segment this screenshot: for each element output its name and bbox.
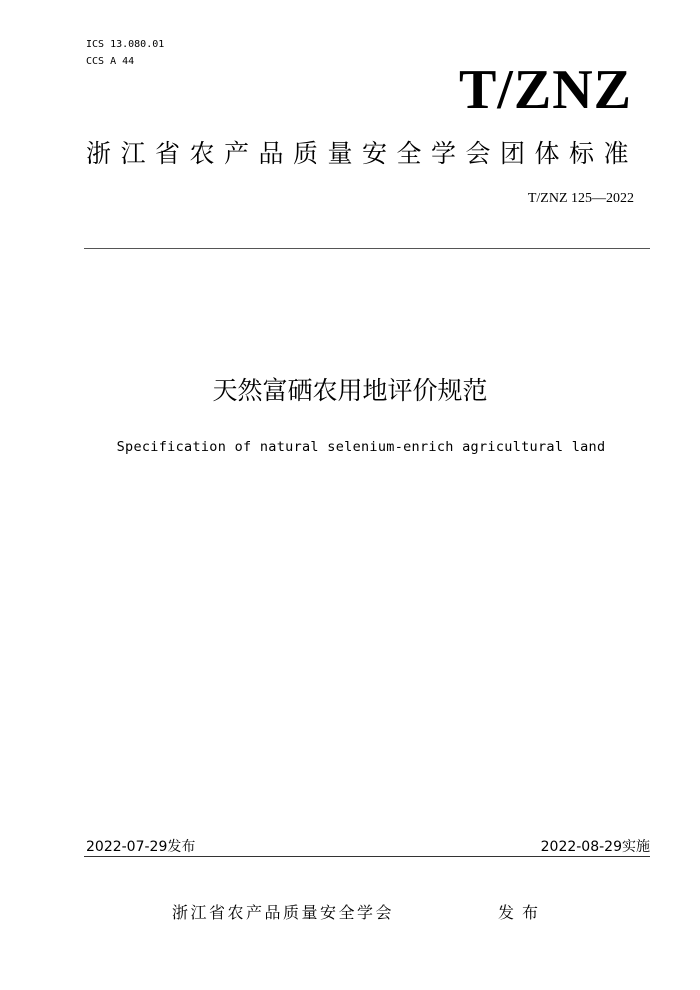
implementation-date: 2022-08-29实施 bbox=[540, 839, 650, 855]
ccs-code: CCS A 44 bbox=[86, 56, 135, 67]
standard-logo: T/ZNZ bbox=[458, 59, 632, 121]
ics-code: ICS 13.080.01 bbox=[86, 39, 165, 50]
organization-standard-title: 浙江省农产品质量安全学会团体标准 bbox=[86, 139, 639, 168]
issue-date: 2022-07-29发布 bbox=[86, 839, 196, 855]
document-subtitle-english: Specification of natural selenium-enrich agricultural land bbox=[116, 439, 606, 455]
header-divider bbox=[84, 248, 650, 249]
footer-divider bbox=[84, 856, 650, 857]
publisher-name: 浙江省农产品质量安全学会 bbox=[172, 903, 395, 922]
document-title: 天然富硒农用地评价规范 bbox=[212, 376, 488, 405]
publish-label: 发布 bbox=[498, 903, 547, 922]
standard-number: T/ZNZ 125—2022 bbox=[527, 191, 634, 206]
